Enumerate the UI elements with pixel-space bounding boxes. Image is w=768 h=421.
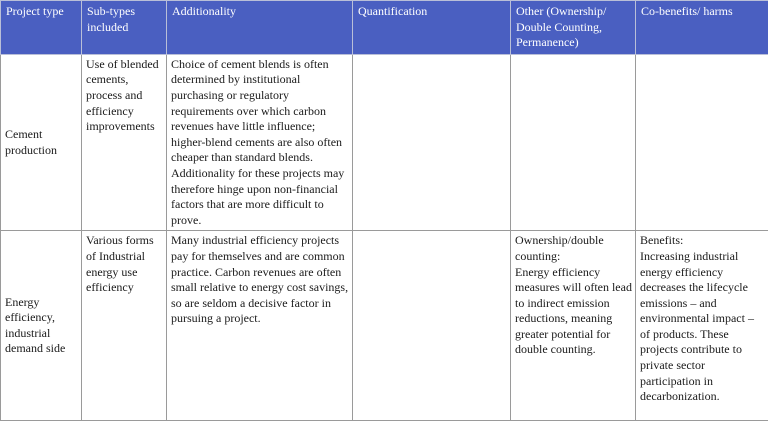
table-row bbox=[1, 231, 768, 421]
cell-other bbox=[511, 54, 636, 231]
header-project-type: Project type bbox=[1, 1, 82, 55]
cell-co-benefits: Benefits: Increasing industrial energy efficiency decreases the lifecycle emissions – and environmental impact – of products. These projects contribute to private sector participation in decarbonization. bbox=[636, 231, 768, 421]
cell-project-type: Energy efficiency, industrial demand side bbox=[1, 231, 82, 421]
table-row bbox=[1, 54, 768, 231]
cell-additionality: Many industrial efficiency projects pay for themselves and are common practice. Carbon revenues are often small relative to energy cost savings, so are seldom a decisive factor in pursuing a project. bbox=[167, 231, 353, 421]
cell-project-type: Cement production bbox=[1, 54, 82, 231]
header-sub-types: Sub-types included bbox=[82, 1, 167, 55]
header-quantification: Quantification bbox=[353, 1, 511, 55]
cell-quantification bbox=[353, 231, 511, 421]
header-row bbox=[1, 1, 768, 55]
cell-sub-types: Various forms of Industrial energy use efficiency bbox=[82, 231, 167, 421]
header-other: Other (Ownership/ Double Counting, Permanence) bbox=[511, 1, 636, 55]
cell-sub-types: Use of blended cements, process and efficiency improvements bbox=[82, 54, 167, 231]
header-additionality: Additionality bbox=[167, 1, 353, 55]
cell-additionality: Choice of cement blends is often determined by institutional purchasing or regulatory requirements over which carbon revenues have little influence; higher-blend cements are also often cheaper than standard blends. Additionality for these projects may therefore hinge upon non-financial factors that are more difficult to prove. bbox=[167, 54, 353, 231]
cell-quantification bbox=[353, 54, 511, 231]
cell-co-benefits bbox=[636, 54, 768, 231]
header-co-benefits: Co-benefits/ harms bbox=[636, 1, 768, 55]
cell-other: Ownership/double counting: Energy efficiency measures will often lead to indirect emission reductions, meaning greater potential for double counting. bbox=[511, 231, 636, 421]
